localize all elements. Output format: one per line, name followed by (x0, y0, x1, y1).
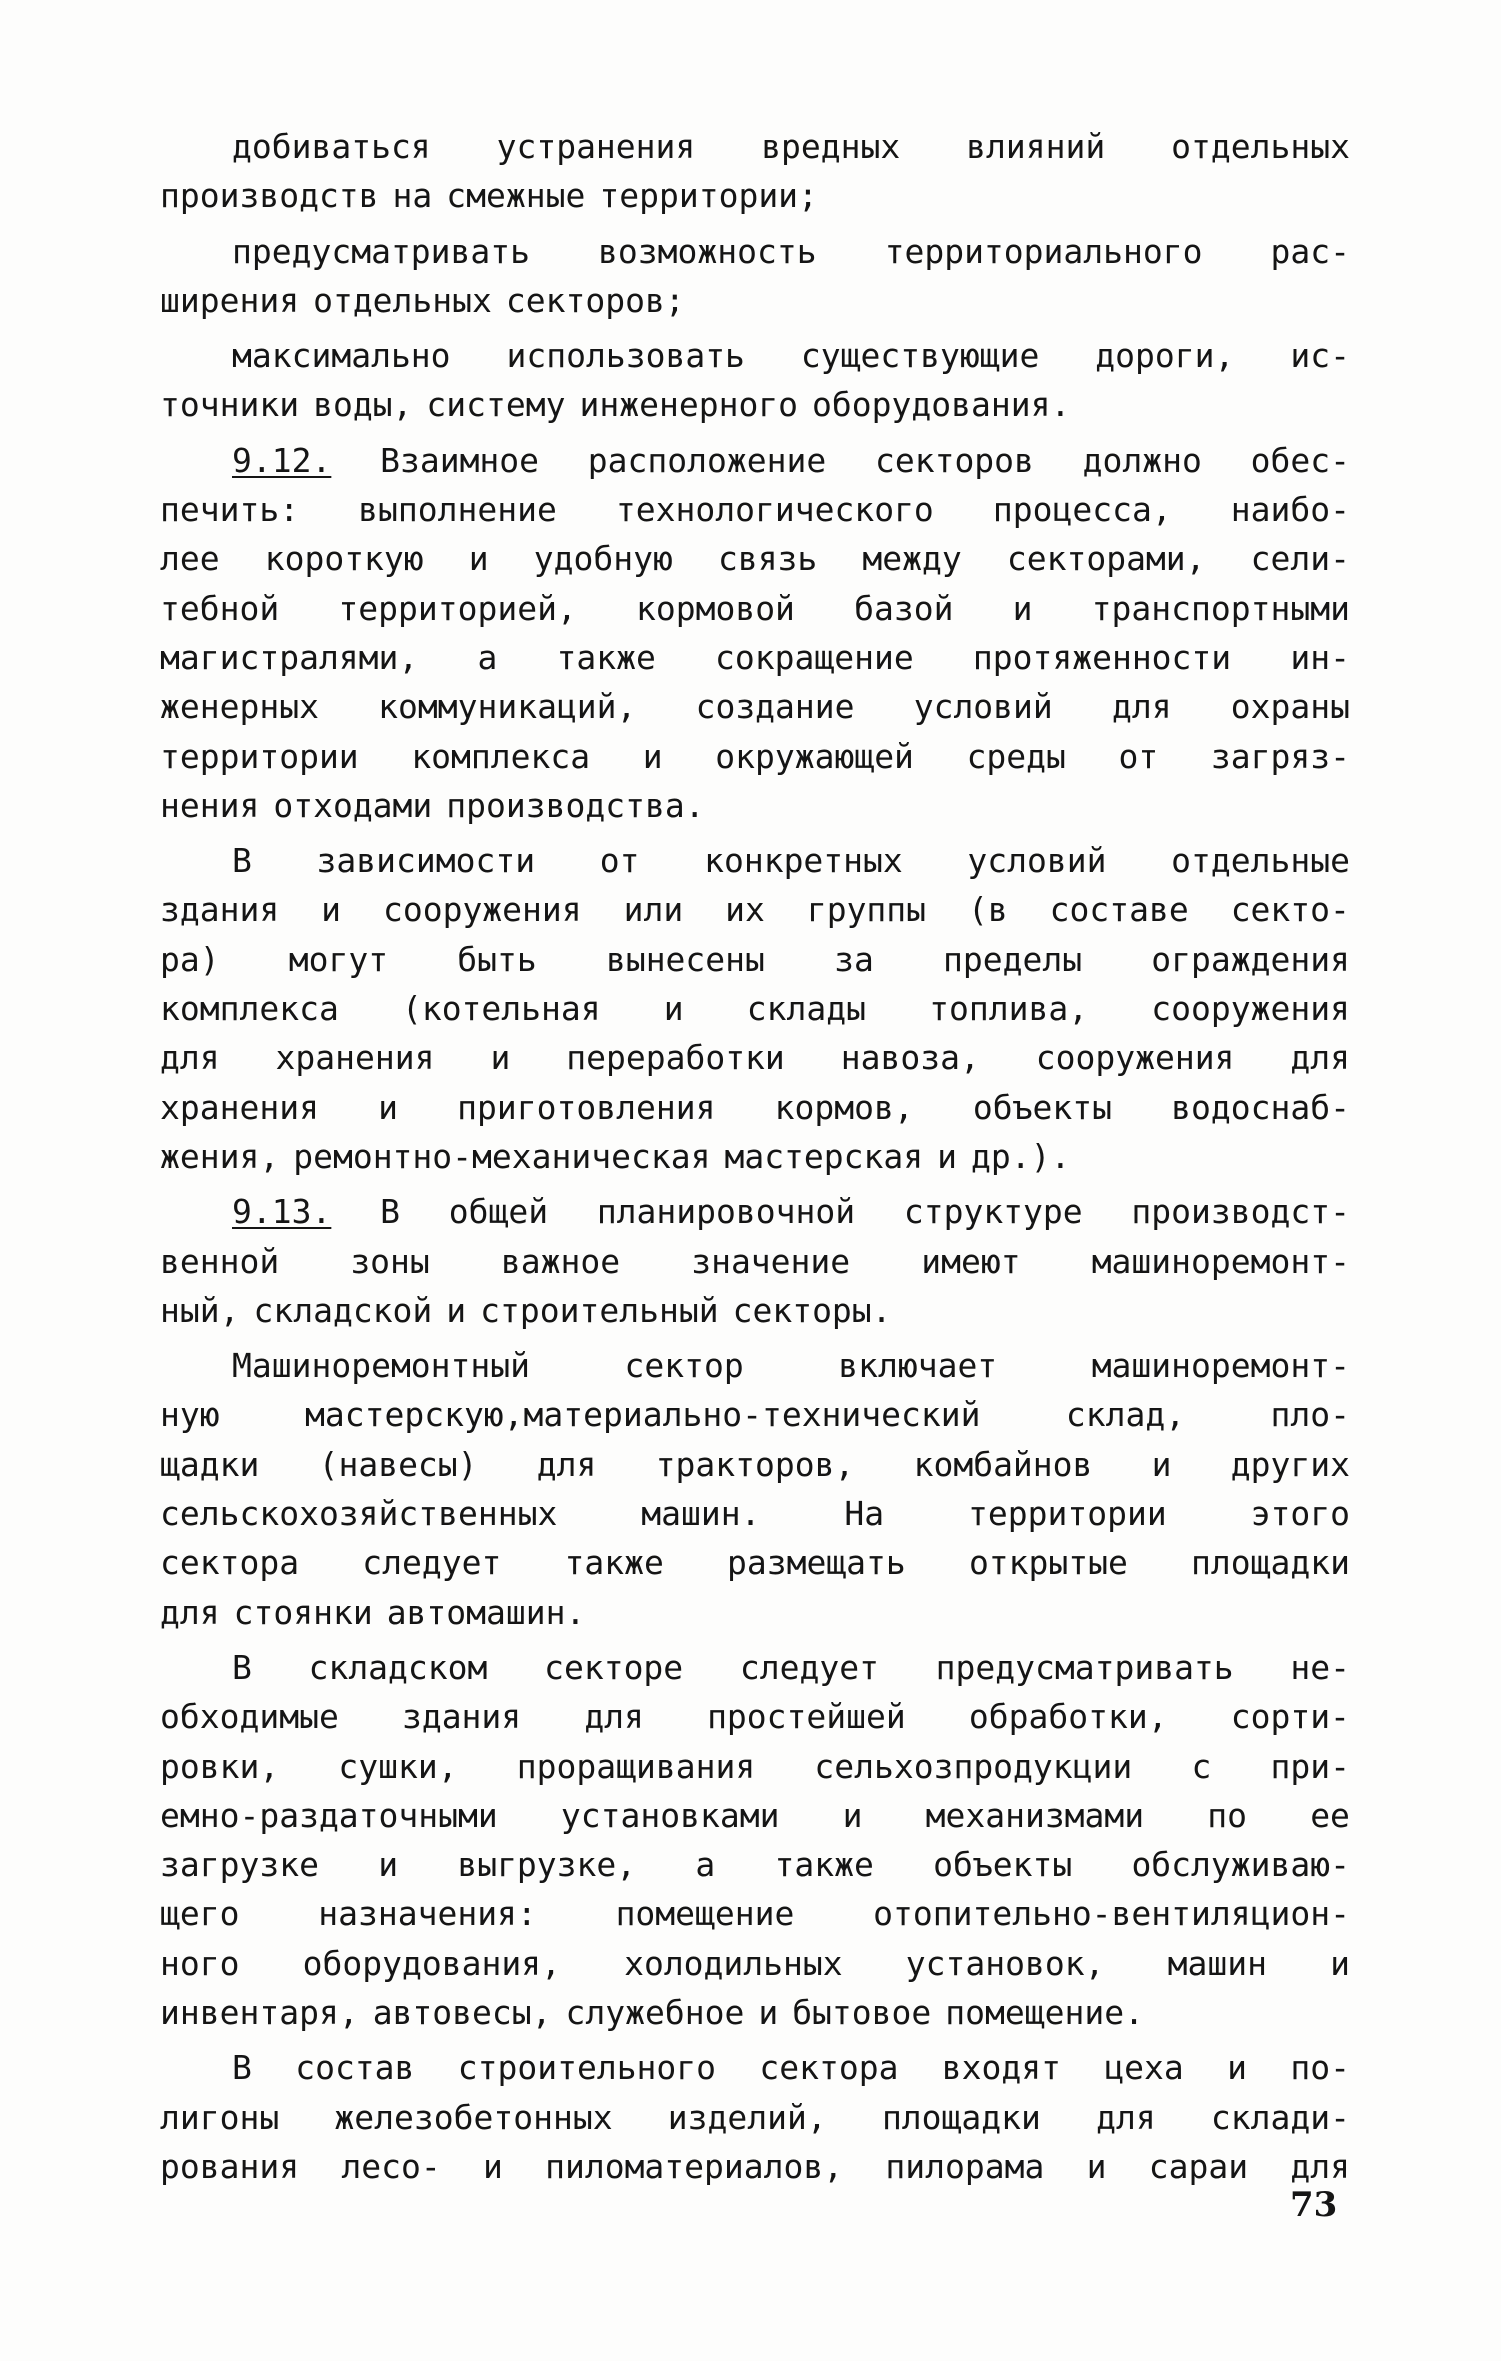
text-line (160, 1083, 1350, 1132)
word: выгрузке, (457, 1845, 637, 1885)
word: машиноремонт- (1091, 1241, 1350, 1281)
text-line (160, 436, 1350, 485)
word: при- (1270, 1746, 1350, 1786)
word: удобную (533, 539, 673, 579)
text-line (160, 227, 1350, 276)
word: и (1151, 1444, 1172, 1484)
word: коммуникаций, (378, 687, 637, 727)
word: для (160, 1038, 220, 1078)
word: значение (691, 1241, 851, 1281)
word: для (1111, 687, 1172, 727)
word: ин- (1290, 637, 1350, 677)
word: отдельные (1171, 841, 1350, 881)
word: переработки (566, 1038, 785, 1078)
text-line (160, 885, 1350, 934)
word: установками (560, 1795, 780, 1835)
text-line (160, 1588, 1350, 1637)
word: площадки (1191, 1543, 1350, 1583)
word: могут (288, 939, 389, 979)
word: и (482, 2146, 503, 2186)
text-line (160, 1939, 1350, 1988)
word: и (937, 1136, 958, 1176)
word: и (1227, 2048, 1247, 2088)
word: предусматривать (232, 231, 531, 271)
text-line (160, 584, 1350, 633)
word: (котельная (401, 989, 601, 1029)
word: конкретных (704, 841, 903, 881)
word: пло- (1270, 1395, 1350, 1435)
word: лесо- (341, 2146, 441, 2186)
word: бытовое (792, 1992, 932, 2032)
word: не- (1290, 1647, 1350, 1687)
text-line (160, 2093, 1350, 2142)
word: для (536, 1444, 597, 1484)
word: водоснаб- (1171, 1087, 1350, 1127)
word: предусматривать (935, 1647, 1234, 1687)
section-number: 9.13. (232, 1192, 332, 1232)
word: цеха (1104, 2048, 1184, 2088)
word: рования (160, 2146, 300, 2186)
word: должно (1082, 440, 1202, 480)
word: сельскохозяйственных (160, 1494, 558, 1534)
text-line (160, 1692, 1350, 1741)
word: нения (160, 785, 260, 825)
word: производст- (1131, 1192, 1350, 1232)
text-line (160, 682, 1350, 731)
word: женерных (160, 687, 319, 727)
word: общей (448, 1192, 549, 1232)
word: оборудования. (812, 385, 1071, 425)
word: дороги, (1095, 336, 1235, 376)
word: здания (160, 890, 280, 930)
word: и (490, 1038, 511, 1078)
text-line (160, 836, 1350, 885)
word: ра) (160, 939, 220, 979)
text-line (160, 1187, 1350, 1236)
word: помещение. (945, 1992, 1144, 2032)
word: а (695, 1845, 716, 1885)
word: отдельных (313, 280, 492, 320)
word: группы (806, 890, 927, 930)
word: также (774, 1845, 874, 1885)
word: процесса, (992, 490, 1172, 530)
text-line (160, 1988, 1350, 2037)
word: помещение (615, 1894, 795, 1934)
page-number: 73 (1290, 2185, 1338, 2225)
word: автовесы, (372, 1992, 552, 2032)
word: ее (1310, 1795, 1350, 1835)
section-number: 9.12. (232, 440, 332, 480)
word: и (321, 890, 342, 930)
word: на (392, 176, 433, 216)
text-line (160, 1889, 1350, 1938)
word: В (380, 1192, 400, 1232)
word: вынесены (605, 939, 765, 979)
text-line (160, 1390, 1350, 1439)
word: связь (717, 539, 818, 579)
word: для (160, 1592, 220, 1632)
text-line (160, 1341, 1350, 1390)
word: лигоны (160, 2097, 280, 2137)
word: В (232, 2048, 252, 2088)
word: На (844, 1494, 885, 1534)
word: и (446, 1290, 467, 1330)
word: транспортными (1091, 588, 1350, 628)
word: (в (967, 890, 1008, 930)
word: секторе (544, 1647, 684, 1687)
word: комбайнов (913, 1444, 1093, 1484)
word: складской (253, 1290, 433, 1330)
word: условий (913, 687, 1053, 727)
text-line (160, 331, 1350, 380)
text-line (160, 534, 1350, 583)
word: строительного (457, 2048, 717, 2088)
word: секто- (1230, 890, 1350, 930)
word: или (623, 890, 684, 930)
word: использовать (506, 336, 745, 376)
word: окружающей (715, 736, 914, 776)
word: топлива, (929, 989, 1089, 1029)
word: ную (160, 1395, 220, 1435)
word: сокращение (715, 637, 914, 677)
word: (навесы) (318, 1444, 478, 1484)
word: Взаимное (380, 440, 540, 480)
word: входят (941, 2048, 1061, 2088)
word: наибо- (1230, 490, 1350, 530)
word: объекты (972, 1087, 1112, 1127)
word: инвентаря, (160, 1992, 359, 2032)
word: склад, (1065, 1395, 1186, 1435)
word: Машиноремонтный (232, 1346, 531, 1386)
word: хранения (160, 1087, 319, 1127)
word: обес- (1250, 440, 1350, 480)
word: секторы. (732, 1290, 892, 1330)
word: емно-раздаточными (160, 1795, 498, 1835)
word: складском (308, 1647, 488, 1687)
word: склады (746, 989, 867, 1029)
word: выполнение (358, 490, 557, 530)
word: для (1290, 2146, 1350, 2186)
word: печить: (160, 490, 300, 530)
word: механизмами (925, 1795, 1145, 1835)
word: В (232, 1647, 252, 1687)
word: а (477, 637, 498, 677)
word: короткую (264, 539, 424, 579)
word: назначения: (318, 1894, 537, 1934)
word: ремонтно-механическая (293, 1136, 711, 1176)
word: важное (500, 1241, 621, 1281)
word: объекты (933, 1845, 1073, 1885)
word: холодильных (624, 1943, 843, 1983)
text-line (160, 380, 1350, 429)
text-line (160, 2142, 1350, 2191)
word: охраны (1230, 687, 1350, 727)
word: венной (160, 1241, 280, 1281)
word: максимально (232, 336, 451, 376)
word: железобетонных (334, 2097, 613, 2137)
word: комплекса (160, 989, 339, 1029)
word: ограждения (1151, 939, 1350, 979)
text-line (160, 171, 1350, 220)
word: других (1230, 1444, 1350, 1484)
word: пределы (943, 939, 1083, 979)
word: пиломатериалов, (545, 2146, 844, 2186)
word: за (834, 939, 874, 979)
word: вредных (761, 127, 901, 166)
word: и (758, 1992, 779, 2032)
word: существующие (800, 336, 1040, 376)
word: условий (967, 841, 1107, 881)
word: инженерного (579, 385, 799, 425)
word: секторов; (505, 280, 685, 320)
word: имеют (921, 1241, 1021, 1281)
word: ного (160, 1943, 240, 1983)
word: среды (966, 736, 1066, 776)
text-line (160, 1286, 1350, 1335)
word: обходимые (160, 1697, 339, 1737)
word: точники (160, 385, 300, 425)
word: смежные (446, 176, 586, 216)
word: кормов, (774, 1087, 914, 1127)
word: систему (426, 385, 566, 425)
word: и (1086, 2146, 1107, 2186)
word: проращивания (516, 1746, 756, 1786)
word: производств (160, 176, 379, 216)
text-line (160, 1237, 1350, 1286)
word: для (1290, 1038, 1350, 1078)
text-line (160, 1538, 1350, 1587)
word: и (378, 1845, 399, 1885)
word: В (232, 841, 252, 881)
word: здания (401, 1697, 522, 1737)
word: включает (838, 1346, 998, 1386)
word: простейшей (707, 1697, 906, 1737)
word: и (1012, 588, 1033, 628)
word: сельхозпродукции (814, 1746, 1133, 1786)
word: машин. (641, 1494, 761, 1534)
word: машиноремонт- (1091, 1346, 1350, 1386)
word: пилорама (885, 2146, 1045, 2186)
text-line (160, 633, 1350, 682)
word: размещать (726, 1543, 906, 1583)
word: отопительно-вентиляцион- (873, 1894, 1350, 1934)
word: возможность (598, 231, 817, 271)
word: территориального (884, 231, 1203, 271)
word: и (842, 1795, 863, 1835)
word: территории (968, 1494, 1167, 1534)
text-line (160, 1132, 1350, 1181)
word: обработки, (968, 1697, 1168, 1737)
word: базой (854, 588, 954, 628)
text-line (160, 984, 1350, 1033)
word: изделий, (667, 2097, 827, 2137)
word: и (663, 989, 684, 1029)
word: добиваться (232, 127, 431, 166)
word: сектор (624, 1346, 744, 1386)
word: быть (457, 939, 537, 979)
word: хранения (275, 1038, 435, 1078)
word: секторами, (1006, 539, 1206, 579)
word: сооружения (382, 890, 582, 930)
word: влияний (966, 127, 1106, 166)
word: также (564, 1543, 664, 1583)
text-line (160, 1489, 1350, 1538)
word: лее (160, 539, 220, 579)
word: зависимости (316, 841, 536, 881)
word: по (1207, 1795, 1248, 1835)
word: ширения (160, 280, 300, 320)
text-line (160, 2043, 1350, 2092)
word: территории; (599, 176, 818, 216)
word: территории (160, 736, 359, 776)
word: оборудования, (302, 1943, 561, 1983)
word: машин (1167, 1943, 1267, 1983)
word: создание (695, 687, 855, 727)
text-line (160, 485, 1350, 534)
word: для (584, 1697, 644, 1737)
word: сооружения (1035, 1038, 1235, 1078)
word: магистралями, (160, 637, 419, 677)
word: сараи (1148, 2146, 1249, 2186)
word: сорти- (1230, 1697, 1350, 1737)
word: секторов (874, 440, 1034, 480)
word: следует (362, 1543, 502, 1583)
word: др.). (971, 1136, 1071, 1176)
word: щадки (160, 1444, 260, 1484)
text-line (160, 122, 1350, 171)
word: территорией, (338, 588, 577, 628)
word: обслуживаю- (1131, 1845, 1350, 1885)
word: отдельных (1171, 127, 1350, 166)
text-line (160, 1440, 1350, 1489)
word: стоянки (233, 1592, 373, 1632)
word: комплекса (411, 736, 591, 776)
word: сушки, (338, 1746, 458, 1786)
word: от (1118, 736, 1159, 776)
word: от (599, 841, 640, 881)
word: по- (1290, 2048, 1350, 2088)
word: производства. (446, 785, 705, 825)
text-line (160, 935, 1350, 984)
word: воды, (313, 385, 413, 425)
word: и (468, 539, 489, 579)
word: склади- (1210, 2097, 1350, 2137)
body-text (160, 122, 1350, 2191)
word: площадки (881, 2097, 1041, 2137)
word: мастерская (724, 1136, 924, 1176)
word: рас- (1270, 231, 1350, 271)
word: зоны (350, 1241, 430, 1281)
word: устранения (496, 127, 696, 166)
word: составе (1049, 890, 1189, 930)
word: отходами (273, 785, 433, 825)
word: структуре (903, 1192, 1083, 1232)
text-line (160, 732, 1350, 781)
word: и (642, 736, 663, 776)
word: сели- (1250, 539, 1350, 579)
word: установок, (905, 1943, 1105, 1983)
word: их (725, 890, 765, 930)
word: между (862, 539, 962, 579)
word: расположение (587, 440, 827, 480)
word: открытые (968, 1543, 1128, 1583)
text-line (160, 1791, 1350, 1840)
word: состав (295, 2048, 415, 2088)
word: щего (160, 1894, 240, 1934)
word: кормовой (635, 588, 795, 628)
word: загрузке (160, 1845, 319, 1885)
word: ис- (1290, 336, 1350, 376)
word: сектора (759, 2048, 899, 2088)
word: следует (739, 1647, 879, 1687)
word: для (1096, 2097, 1156, 2137)
word: технологического (615, 490, 934, 530)
word: тебной (160, 588, 280, 628)
word: строительный (480, 1290, 719, 1330)
word: сооружения (1151, 989, 1350, 1029)
word: загряз- (1210, 736, 1350, 776)
text-line (160, 1840, 1350, 1889)
word: и (1330, 1943, 1350, 1983)
word: с (1191, 1746, 1212, 1786)
word: сектора (160, 1543, 300, 1583)
word: ный, (160, 1290, 240, 1330)
word: ровки, (160, 1746, 280, 1786)
text-line (160, 1643, 1350, 1692)
word: также (556, 637, 656, 677)
word: жения, (160, 1136, 280, 1176)
word: мастерскую,материально-технический (305, 1395, 981, 1435)
word: служебное (565, 1992, 745, 2032)
word: приготовления (457, 1087, 716, 1127)
word: автомашин. (386, 1592, 586, 1632)
word: протяженности (972, 637, 1232, 677)
text-line (160, 276, 1350, 325)
word: планировочной (596, 1192, 856, 1232)
text-line (160, 1033, 1350, 1082)
text-line (160, 1742, 1350, 1791)
text-line (160, 781, 1350, 830)
word: тракторов, (655, 1444, 855, 1484)
word: навоза, (840, 1038, 980, 1078)
word: и (378, 1087, 398, 1127)
word: этого (1250, 1494, 1350, 1534)
